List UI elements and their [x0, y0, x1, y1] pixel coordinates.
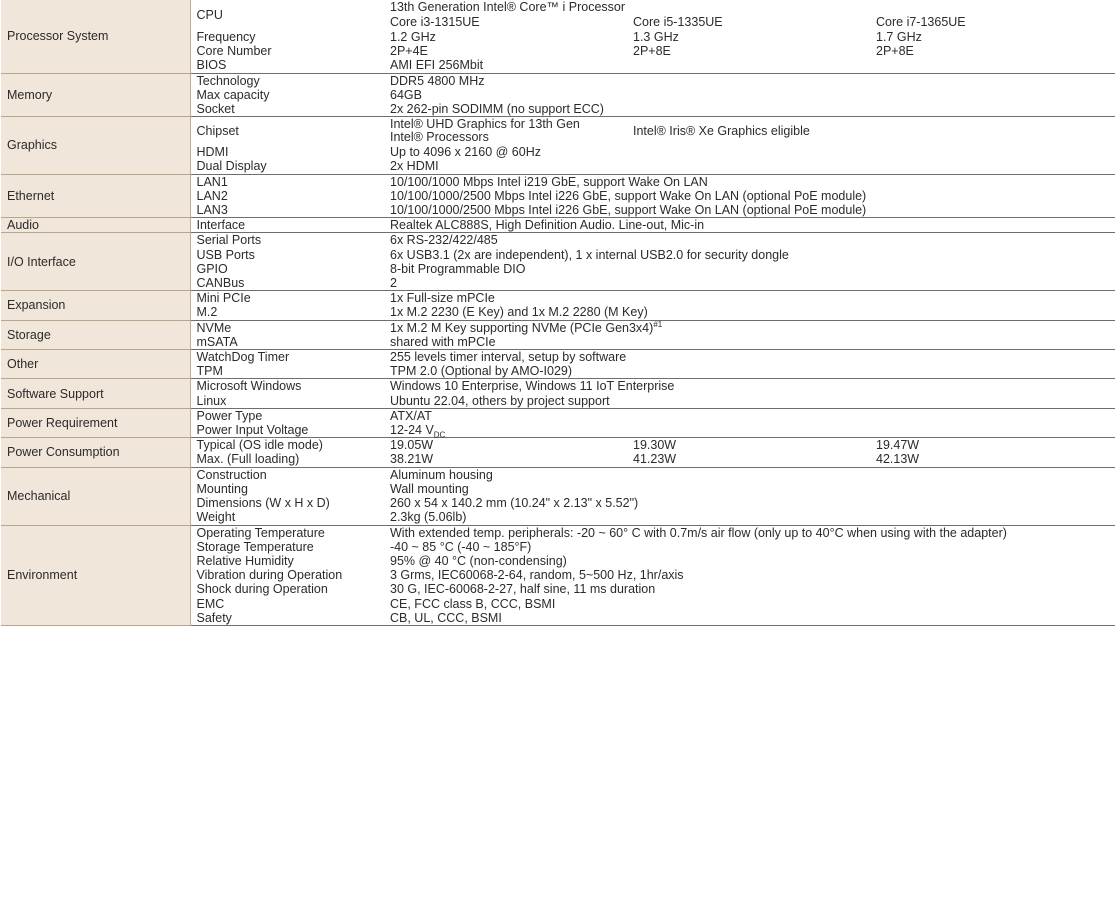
chipset-line: Intel® UHD Graphics for 13th Gen [390, 117, 580, 132]
spec-value [384, 525, 1115, 540]
footnote-mark: #1 [653, 319, 663, 329]
category-cell: Power Consumption [1, 438, 190, 467]
spec-value: 1.7 GHz [876, 30, 922, 44]
spec-value: 19.47W [876, 438, 920, 453]
spec-value [384, 582, 1115, 596]
spec-item-label: Interface [190, 218, 384, 233]
spec-value [384, 58, 1115, 73]
spec-item-label: USB Ports [190, 248, 384, 262]
spec-item-label: Technology [190, 73, 384, 88]
spec-item-label: Safety [190, 611, 384, 626]
spec-value [384, 233, 1115, 248]
cpu-model: Core i7-1365UE [876, 15, 966, 29]
spec-value-text: 6x USB3.1 (2x are independent), 1 x internal USB2.0 for security dongle [390, 247, 789, 262]
spec-row [1, 0, 1115, 30]
spec-item-label: Microsoft Windows [190, 379, 384, 394]
spec-item-label: TPM [190, 364, 384, 379]
spec-value [384, 611, 1115, 626]
spec-value [384, 467, 1115, 482]
spec-value [384, 73, 1115, 88]
spec-value-text: 260 x 54 x 140.2 mm (10.24" x 2.13" x 5.52") [390, 496, 639, 511]
spec-item-label: BIOS [190, 58, 384, 73]
spec-value-text: 10/100/1000/2500 Mbps Intel i226 GbE, support Wake On LAN (optional PoE module) [390, 188, 867, 203]
spec-item-label: Construction [190, 467, 384, 482]
spec-item-label: Chipset [190, 117, 384, 146]
spec-item-label: EMC [190, 597, 384, 611]
spec-value [384, 423, 1115, 438]
spec-value [384, 291, 1115, 306]
spec-value-text: 6x RS-232/422/485 [390, 233, 498, 248]
spec-row [1, 73, 1115, 88]
spec-row [1, 438, 1115, 453]
spec-value-text: AMI EFI 256Mbit [390, 58, 484, 73]
spec-value-text: Aluminum housing [390, 467, 493, 482]
spec-value [384, 320, 1115, 335]
spec-row [1, 320, 1115, 335]
spec-value-text: 3 Grms, IEC60068-2-64, random, 5~500 Hz, 1hr/axis [390, 568, 684, 583]
spec-value-text: 2 [390, 276, 397, 291]
spec-value: 38.21W [384, 452, 627, 467]
spec-value [384, 145, 1115, 159]
spec-value [384, 540, 1115, 554]
spec-row [1, 379, 1115, 394]
spec-value [384, 364, 1115, 379]
spec-value-text: Windows 10 Enterprise, Windows 11 IoT Enterprise [390, 379, 675, 394]
cpu-models [384, 15, 1115, 30]
spec-row [1, 525, 1115, 540]
spec-value: 2P+4E [390, 44, 428, 59]
spec-value-text: ATX/AT [390, 408, 432, 423]
spec-value: 19.05W [390, 438, 434, 453]
unit-subscript: DC [433, 430, 446, 440]
spec-value-text: TPM 2.0 (Optional by AMO-I029) [390, 364, 573, 379]
spec-item-label: Linux [190, 394, 384, 409]
category-cell: Software Support [1, 379, 190, 408]
spec-value [384, 335, 1115, 350]
spec-value [384, 554, 1115, 568]
spec-item-label: Operating Temperature [190, 525, 384, 540]
cpu-model: Core i3-1315UE [390, 15, 480, 29]
spec-value [384, 203, 1115, 218]
spec-item-label: M.2 [190, 305, 384, 320]
spec-item-label: Dual Display [190, 159, 384, 174]
spec-value [384, 218, 1115, 233]
spec-row [1, 117, 1115, 146]
spec-item-label: Typical (OS idle mode) [190, 438, 384, 453]
spec-value: 1.3 GHz [633, 30, 679, 44]
spec-value-text: shared with mPCIe [390, 334, 496, 349]
category-cell: Environment [1, 525, 190, 625]
spec-value [384, 174, 1115, 189]
spec-item-label: Max. (Full loading) [190, 452, 384, 467]
spec-item-label: Frequency [190, 30, 384, 44]
spec-value [384, 408, 1115, 423]
spec-row [1, 350, 1115, 365]
spec-item-label: NVMe [190, 320, 384, 335]
spec-value [384, 350, 1115, 365]
spec-value-text: Up to 4096 x 2160 @ 60Hz [390, 145, 541, 160]
spec-item-label: CPU [190, 0, 384, 30]
spec-value-text: 2x 262-pin SODIMM (no support ECC) [390, 102, 604, 117]
spec-value [384, 262, 1115, 276]
spec-item-label: Dimensions (W x H x D) [190, 496, 384, 510]
spec-item-label: GPIO [190, 262, 384, 276]
spec-value [384, 102, 1115, 117]
spec-item-label: Serial Ports [190, 233, 384, 248]
spec-value-text: 30 G, IEC-60068-2-27, half sine, 11 ms duration [390, 582, 656, 597]
category-cell: Processor System [1, 0, 190, 73]
spec-row [1, 233, 1115, 248]
spec-value-text: -40 ~ 85 °C (-40 ~ 185°F) [390, 539, 532, 554]
spec-value [384, 568, 1115, 582]
spec-row [1, 408, 1115, 423]
spec-value: 42.13W [870, 452, 1115, 467]
category-cell: I/O Interface [1, 233, 190, 291]
spec-value-text: CE, FCC class B, CCC, BSMI [390, 596, 556, 611]
spec-item-label: Weight [190, 510, 384, 525]
spec-value [384, 159, 1115, 174]
cpu-model: Core i5-1335UE [633, 15, 723, 29]
spec-value-text: 1x M.2 M Key supporting NVMe (PCIe Gen3x4) [390, 320, 654, 335]
spec-value [384, 189, 1115, 203]
cpu-header-cell [384, 0, 1115, 30]
spec-value-text: 64GB [390, 87, 422, 102]
cpu-block [384, 0, 1115, 30]
spec-item-label: Mounting [190, 482, 384, 496]
spec-row [1, 174, 1115, 189]
category-cell: Expansion [1, 291, 190, 320]
spec-value-text: 255 levels timer interval, setup by software [390, 350, 627, 365]
spec-value [384, 276, 1115, 291]
spec-item-label: HDMI [190, 145, 384, 159]
spec-item-label: mSATA [190, 335, 384, 350]
category-cell: Mechanical [1, 467, 190, 525]
spec-value: 2P+8E [633, 44, 671, 59]
category-cell: Ethernet [1, 174, 190, 218]
spec-value [384, 305, 1115, 320]
spec-value [384, 510, 1115, 525]
spec-value-text: Realtek ALC888S, High Definition Audio. Line-out, Mic-in [390, 218, 705, 233]
spec-value-text: DDR5 4800 MHz [390, 73, 485, 88]
spec-value-text: 2x HDMI [390, 159, 439, 174]
spec-value-text: 8-bit Programmable DIO [390, 261, 526, 276]
spec-item-label: Storage Temperature [190, 540, 384, 554]
spec-item-label: Power Input Voltage [190, 423, 384, 438]
spec-item-label: LAN1 [190, 174, 384, 189]
spec-value-text: Wall mounting [390, 481, 469, 496]
spec-value-text: 12-24 V [390, 423, 434, 438]
cpu-generation: 13th Generation Intel® Core™ i Processor [390, 0, 626, 14]
spec-item-label: Mini PCIe [190, 291, 384, 306]
spec-value [384, 394, 1115, 409]
spec-value-text: 1x M.2 2230 (E Key) and 1x M.2 2280 (M Key) [390, 305, 648, 320]
spec-value-text: With extended temp. peripherals: -20 ~ 60° C with 0.7m/s air flow (only up to 40°C when using with the adapter) [390, 525, 1007, 540]
spec-row [1, 291, 1115, 306]
chipset-value-a [384, 117, 627, 146]
spec-item-label: Vibration during Operation [190, 568, 384, 582]
spec-item-label: CANBus [190, 276, 384, 291]
spec-value-text: CB, UL, CCC, BSMI [390, 610, 502, 625]
spec-value [384, 597, 1115, 611]
category-cell: Power Requirement [1, 408, 190, 437]
spec-value: 1.2 GHz [390, 30, 436, 44]
spec-value-text: 95% @ 40 °C (non-condensing) [390, 553, 567, 568]
spec-item-label: Core Number [190, 44, 384, 58]
spec-row [1, 218, 1115, 233]
spec-value-text: 10/100/1000 Mbps Intel i219 GbE, support Wake On LAN [390, 174, 708, 189]
spec-value: 19.30W [633, 438, 677, 453]
category-cell: Graphics [1, 117, 190, 174]
chipset-value-b: Intel® Iris® Xe Graphics eligible [633, 124, 810, 139]
spec-table [1, 0, 1115, 626]
spec-item-label: WatchDog Timer [190, 350, 384, 365]
spec-item-label: LAN3 [190, 203, 384, 218]
spec-value [384, 482, 1115, 496]
spec-item-label: Relative Humidity [190, 554, 384, 568]
spec-item-label: LAN2 [190, 189, 384, 203]
spec-item-label: Socket [190, 102, 384, 117]
spec-item-label: Max capacity [190, 88, 384, 102]
spec-value: 41.23W [627, 452, 870, 467]
category-cell: Other [1, 350, 190, 379]
category-cell: Audio [1, 218, 190, 233]
spec-value-text: 1x Full-size mPCIe [390, 291, 495, 306]
spec-value-text: 2.3kg (5.06lb) [390, 510, 467, 525]
spec-value [384, 248, 1115, 262]
category-cell: Storage [1, 320, 190, 349]
spec-value-text: Ubuntu 22.04, others by project support [390, 393, 610, 408]
spec-item-label: Shock during Operation [190, 582, 384, 596]
chipset-line: Intel® Processors [390, 130, 489, 145]
spec-item-label: Power Type [190, 408, 384, 423]
spec-value [384, 88, 1115, 102]
spec-value: 2P+8E [876, 44, 914, 59]
spec-row [1, 467, 1115, 482]
spec-value [384, 379, 1115, 394]
spec-value-text: 10/100/1000/2500 Mbps Intel i226 GbE, support Wake On LAN (optional PoE module) [390, 203, 867, 218]
category-cell: Memory [1, 73, 190, 117]
spec-value [384, 496, 1115, 510]
